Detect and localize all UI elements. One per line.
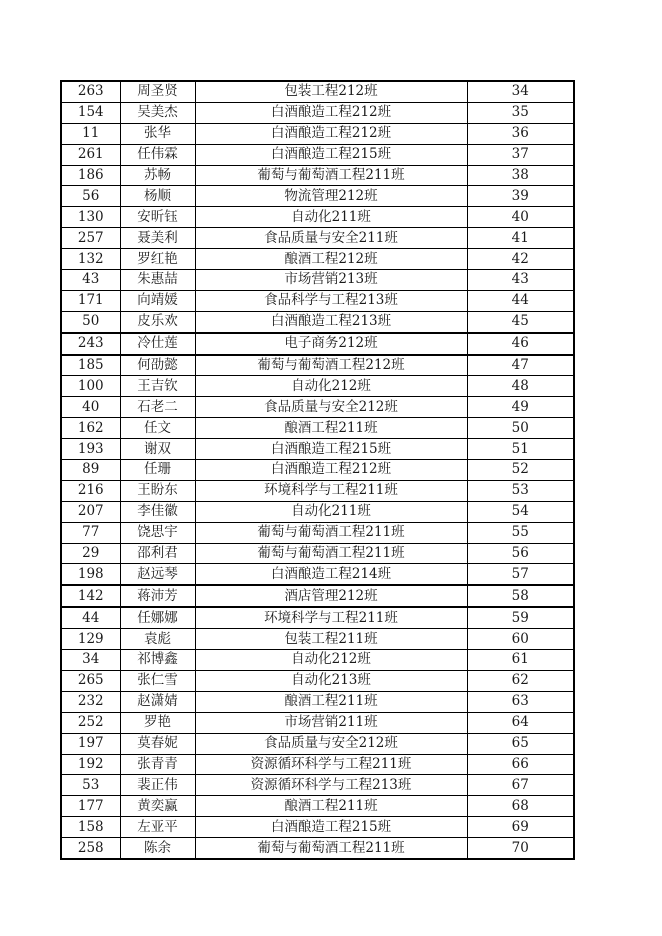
cell-rank: 45 bbox=[467, 311, 574, 332]
table-row bbox=[61, 102, 574, 123]
cell-name: 杨顺 bbox=[120, 186, 195, 207]
cell-name: 周圣贤 bbox=[120, 81, 195, 102]
cell-id: 50 bbox=[61, 311, 120, 332]
cell-id: 171 bbox=[61, 290, 120, 311]
cell-class: 食品质量与安全212班 bbox=[195, 733, 467, 754]
cell-name: 裴正伟 bbox=[120, 775, 195, 796]
cell-id: 40 bbox=[61, 397, 120, 418]
cell-name: 赵远琴 bbox=[120, 564, 195, 585]
cell-class: 自动化212班 bbox=[195, 650, 467, 671]
cell-rank: 40 bbox=[467, 207, 574, 228]
table-row bbox=[61, 691, 574, 712]
table-row bbox=[61, 650, 574, 671]
cell-id: 177 bbox=[61, 796, 120, 817]
cell-name: 陈余 bbox=[120, 838, 195, 859]
table-row bbox=[61, 501, 574, 522]
cell-rank: 64 bbox=[467, 712, 574, 733]
cell-class: 白酒酿造工程212班 bbox=[195, 460, 467, 481]
cell-class: 白酒酿造工程213班 bbox=[195, 311, 467, 332]
table-row bbox=[61, 333, 574, 355]
table-row bbox=[61, 480, 574, 501]
cell-class: 市场营销211班 bbox=[195, 712, 467, 733]
cell-rank: 43 bbox=[467, 270, 574, 291]
table-row bbox=[61, 460, 574, 481]
table-row bbox=[61, 270, 574, 291]
cell-name: 饶思宇 bbox=[120, 522, 195, 543]
cell-id: 29 bbox=[61, 543, 120, 564]
cell-id: 142 bbox=[61, 585, 120, 607]
cell-rank: 41 bbox=[467, 228, 574, 249]
cell-name: 蒋沛芳 bbox=[120, 585, 195, 607]
cell-class: 白酒酿造工程215班 bbox=[195, 439, 467, 460]
cell-class: 酿酒工程211班 bbox=[195, 691, 467, 712]
cell-class: 包装工程212班 bbox=[195, 81, 467, 102]
cell-class: 酿酒工程212班 bbox=[195, 249, 467, 270]
cell-rank: 50 bbox=[467, 418, 574, 439]
cell-rank: 60 bbox=[467, 629, 574, 650]
table-row bbox=[61, 754, 574, 775]
cell-id: 89 bbox=[61, 460, 120, 481]
cell-id: 265 bbox=[61, 670, 120, 691]
cell-name: 左亚平 bbox=[120, 817, 195, 838]
cell-id: 154 bbox=[61, 102, 120, 123]
cell-class: 白酒酿造工程212班 bbox=[195, 102, 467, 123]
table-row bbox=[61, 228, 574, 249]
table-row bbox=[61, 564, 574, 585]
cell-class: 白酒酿造工程215班 bbox=[195, 144, 467, 165]
cell-name: 李佳徽 bbox=[120, 501, 195, 522]
cell-class: 包装工程211班 bbox=[195, 629, 467, 650]
cell-rank: 70 bbox=[467, 838, 574, 859]
cell-id: 216 bbox=[61, 480, 120, 501]
cell-rank: 56 bbox=[467, 543, 574, 564]
table-row bbox=[61, 186, 574, 207]
cell-id: 158 bbox=[61, 817, 120, 838]
table-row bbox=[61, 144, 574, 165]
cell-id: 186 bbox=[61, 165, 120, 186]
cell-rank: 39 bbox=[467, 186, 574, 207]
cell-name: 安昕钰 bbox=[120, 207, 195, 228]
cell-rank: 47 bbox=[467, 355, 574, 376]
table-row bbox=[61, 418, 574, 439]
cell-name: 皮乐欢 bbox=[120, 311, 195, 332]
cell-class: 环境科学与工程211班 bbox=[195, 480, 467, 501]
cell-class: 资源循环科学与工程211班 bbox=[195, 754, 467, 775]
table-row bbox=[61, 585, 574, 607]
table-row bbox=[61, 712, 574, 733]
cell-name: 石老二 bbox=[120, 397, 195, 418]
cell-class: 酿酒工程211班 bbox=[195, 796, 467, 817]
table-row bbox=[61, 817, 574, 838]
cell-name: 苏畅 bbox=[120, 165, 195, 186]
table-row bbox=[61, 249, 574, 270]
cell-class: 市场营销213班 bbox=[195, 270, 467, 291]
table-row bbox=[61, 670, 574, 691]
cell-class: 葡萄与葡萄酒工程211班 bbox=[195, 543, 467, 564]
cell-name: 莫春妮 bbox=[120, 733, 195, 754]
cell-id: 232 bbox=[61, 691, 120, 712]
table-row bbox=[61, 207, 574, 228]
cell-name: 冷仕莲 bbox=[120, 333, 195, 355]
table-row bbox=[61, 543, 574, 564]
cell-name: 王盼东 bbox=[120, 480, 195, 501]
cell-class: 物流管理212班 bbox=[195, 186, 467, 207]
cell-rank: 68 bbox=[467, 796, 574, 817]
cell-name: 任娜娜 bbox=[120, 607, 195, 628]
cell-id: 34 bbox=[61, 650, 120, 671]
cell-rank: 61 bbox=[467, 650, 574, 671]
cell-class: 资源循环科学与工程213班 bbox=[195, 775, 467, 796]
cell-rank: 59 bbox=[467, 607, 574, 628]
table-row bbox=[61, 838, 574, 859]
cell-rank: 38 bbox=[467, 165, 574, 186]
cell-class: 葡萄与葡萄酒工程211班 bbox=[195, 165, 467, 186]
cell-id: 77 bbox=[61, 522, 120, 543]
cell-name: 任文 bbox=[120, 418, 195, 439]
cell-id: 257 bbox=[61, 228, 120, 249]
table-row bbox=[61, 355, 574, 376]
cell-class: 葡萄与葡萄酒工程211班 bbox=[195, 838, 467, 859]
table-row bbox=[61, 123, 574, 144]
table-row bbox=[61, 290, 574, 311]
cell-name: 赵潇婧 bbox=[120, 691, 195, 712]
cell-rank: 49 bbox=[467, 397, 574, 418]
cell-name: 邵利君 bbox=[120, 543, 195, 564]
cell-name: 吴美杰 bbox=[120, 102, 195, 123]
cell-id: 129 bbox=[61, 629, 120, 650]
cell-id: 56 bbox=[61, 186, 120, 207]
table-row bbox=[61, 397, 574, 418]
cell-id: 11 bbox=[61, 123, 120, 144]
cell-class: 自动化211班 bbox=[195, 207, 467, 228]
cell-rank: 48 bbox=[467, 376, 574, 397]
cell-name: 任伟霖 bbox=[120, 144, 195, 165]
cell-rank: 58 bbox=[467, 585, 574, 607]
cell-name: 谢双 bbox=[120, 439, 195, 460]
cell-id: 130 bbox=[61, 207, 120, 228]
cell-id: 132 bbox=[61, 249, 120, 270]
cell-name: 祁博鑫 bbox=[120, 650, 195, 671]
cell-name: 聂美利 bbox=[120, 228, 195, 249]
cell-name: 张仁雪 bbox=[120, 670, 195, 691]
cell-name: 任珊 bbox=[120, 460, 195, 481]
cell-id: 207 bbox=[61, 501, 120, 522]
cell-id: 198 bbox=[61, 564, 120, 585]
table-body bbox=[61, 81, 574, 859]
table-row bbox=[61, 439, 574, 460]
table-row bbox=[61, 165, 574, 186]
cell-id: 185 bbox=[61, 355, 120, 376]
cell-rank: 52 bbox=[467, 460, 574, 481]
cell-id: 197 bbox=[61, 733, 120, 754]
cell-class: 自动化212班 bbox=[195, 376, 467, 397]
cell-class: 葡萄与葡萄酒工程212班 bbox=[195, 355, 467, 376]
cell-rank: 66 bbox=[467, 754, 574, 775]
cell-name: 罗艳 bbox=[120, 712, 195, 733]
cell-rank: 63 bbox=[467, 691, 574, 712]
cell-rank: 69 bbox=[467, 817, 574, 838]
cell-name: 向靖媛 bbox=[120, 290, 195, 311]
table-row bbox=[61, 311, 574, 332]
cell-id: 44 bbox=[61, 607, 120, 628]
cell-rank: 53 bbox=[467, 480, 574, 501]
table-row bbox=[61, 607, 574, 628]
cell-name: 朱惠喆 bbox=[120, 270, 195, 291]
cell-rank: 57 bbox=[467, 564, 574, 585]
cell-name: 张青青 bbox=[120, 754, 195, 775]
cell-rank: 62 bbox=[467, 670, 574, 691]
cell-rank: 51 bbox=[467, 439, 574, 460]
cell-id: 243 bbox=[61, 333, 120, 355]
table-row bbox=[61, 376, 574, 397]
cell-class: 白酒酿造工程215班 bbox=[195, 817, 467, 838]
cell-rank: 55 bbox=[467, 522, 574, 543]
cell-class: 电子商务212班 bbox=[195, 333, 467, 355]
cell-name: 黄奕赢 bbox=[120, 796, 195, 817]
cell-rank: 46 bbox=[467, 333, 574, 355]
cell-class: 酿酒工程211班 bbox=[195, 418, 467, 439]
table-row bbox=[61, 796, 574, 817]
cell-id: 43 bbox=[61, 270, 120, 291]
cell-id: 258 bbox=[61, 838, 120, 859]
cell-rank: 35 bbox=[467, 102, 574, 123]
table-row bbox=[61, 733, 574, 754]
cell-class: 食品科学与工程213班 bbox=[195, 290, 467, 311]
cell-rank: 67 bbox=[467, 775, 574, 796]
cell-rank: 42 bbox=[467, 249, 574, 270]
cell-class: 食品质量与安全212班 bbox=[195, 397, 467, 418]
cell-id: 263 bbox=[61, 81, 120, 102]
cell-rank: 37 bbox=[467, 144, 574, 165]
table-row bbox=[61, 629, 574, 650]
cell-name: 袁彪 bbox=[120, 629, 195, 650]
cell-id: 162 bbox=[61, 418, 120, 439]
cell-class: 酒店管理212班 bbox=[195, 585, 467, 607]
cell-id: 53 bbox=[61, 775, 120, 796]
cell-id: 100 bbox=[61, 376, 120, 397]
cell-name: 王吉钦 bbox=[120, 376, 195, 397]
cell-class: 自动化211班 bbox=[195, 501, 467, 522]
cell-rank: 65 bbox=[467, 733, 574, 754]
cell-id: 261 bbox=[61, 144, 120, 165]
cell-id: 192 bbox=[61, 754, 120, 775]
cell-class: 白酒酿造工程212班 bbox=[195, 123, 467, 144]
table-row bbox=[61, 81, 574, 102]
table-row bbox=[61, 522, 574, 543]
cell-rank: 34 bbox=[467, 81, 574, 102]
cell-name: 何劭懿 bbox=[120, 355, 195, 376]
cell-class: 环境科学与工程211班 bbox=[195, 607, 467, 628]
cell-name: 罗红艳 bbox=[120, 249, 195, 270]
cell-class: 葡萄与葡萄酒工程211班 bbox=[195, 522, 467, 543]
cell-class: 食品质量与安全211班 bbox=[195, 228, 467, 249]
cell-rank: 54 bbox=[467, 501, 574, 522]
ranking-table bbox=[60, 80, 575, 860]
cell-class: 白酒酿造工程214班 bbox=[195, 564, 467, 585]
cell-id: 252 bbox=[61, 712, 120, 733]
cell-id: 193 bbox=[61, 439, 120, 460]
cell-rank: 36 bbox=[467, 123, 574, 144]
cell-rank: 44 bbox=[467, 290, 574, 311]
table-row bbox=[61, 775, 574, 796]
cell-class: 自动化213班 bbox=[195, 670, 467, 691]
cell-name: 张华 bbox=[120, 123, 195, 144]
